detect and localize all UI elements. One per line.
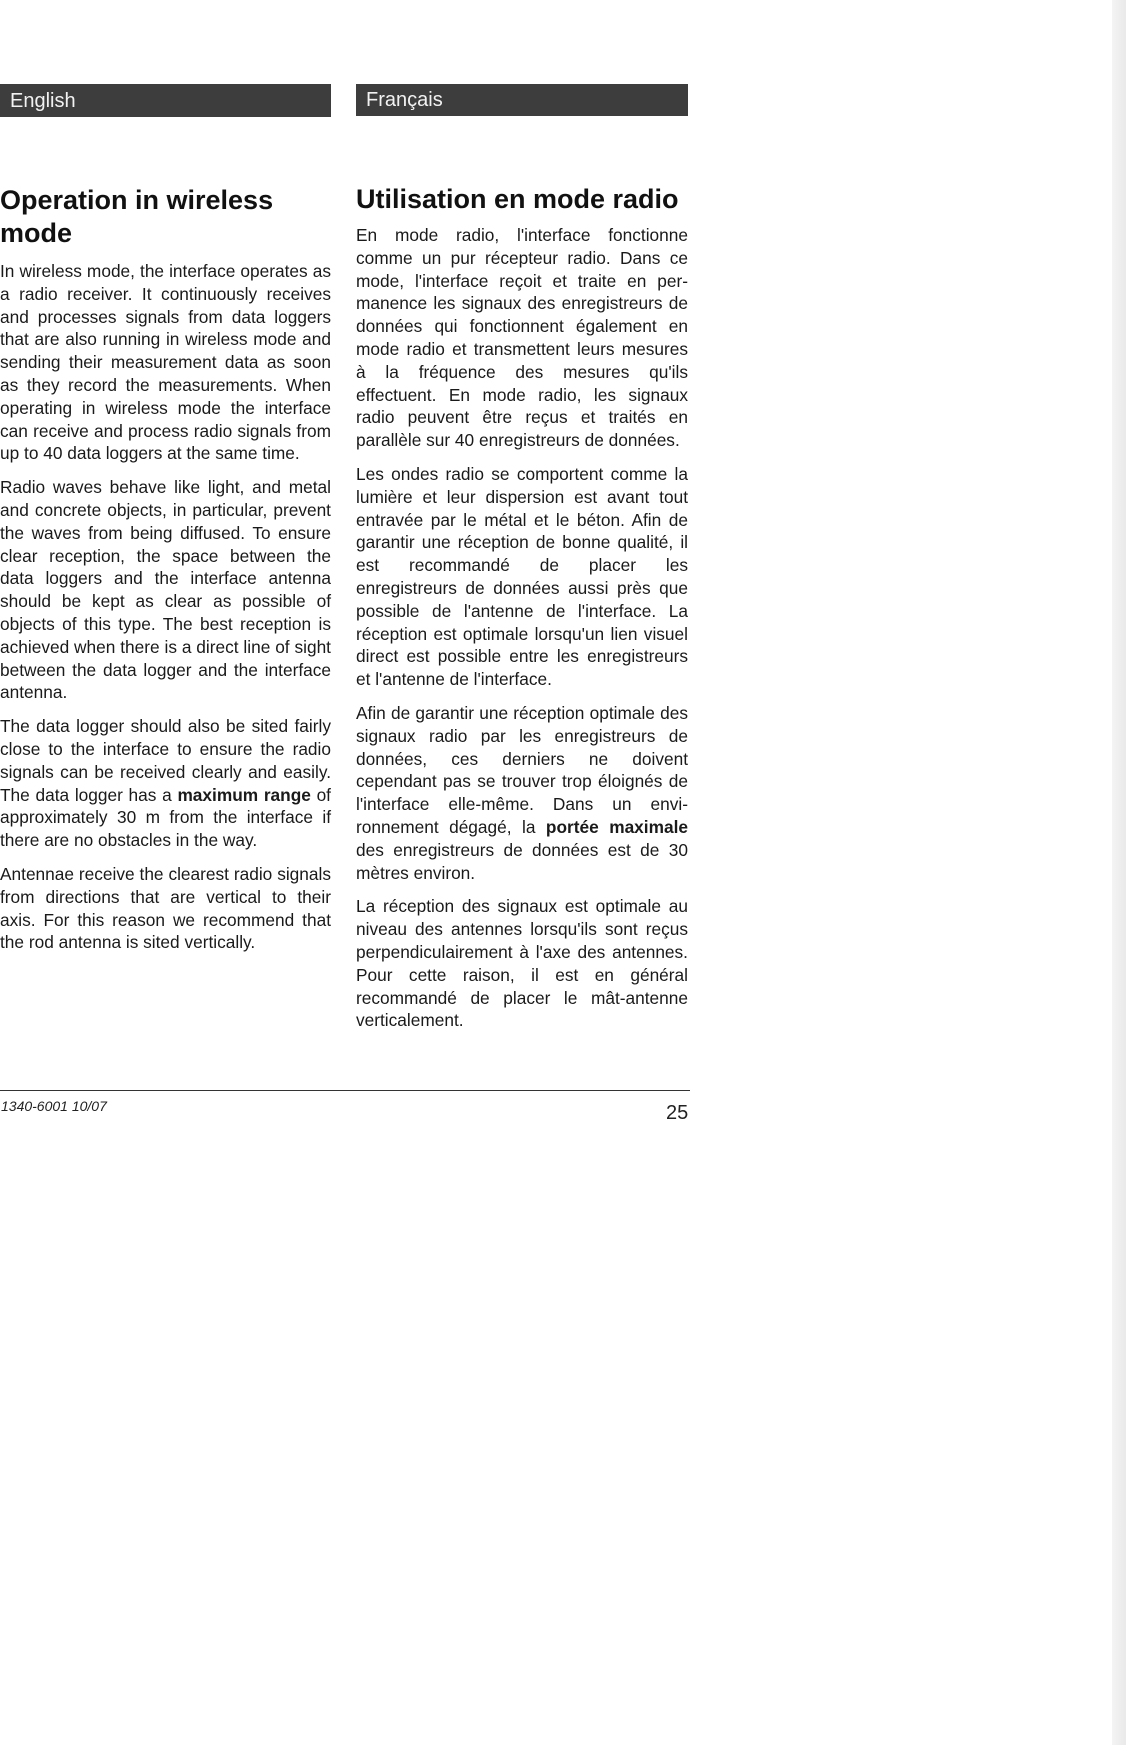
page-number: 25 bbox=[666, 1102, 689, 1124]
english-max-range-bold: maximum range bbox=[177, 784, 311, 805]
english-p3-text-before: The data logger should also be sited fairly close to the interface to ensure the radio signals can be received clearly and easily. The data logger has a bbox=[0, 716, 331, 805]
french-p3-text-before: Afin de garantir une réception optimale des signaux radio par les enregistreurs de données, ces derniers ne doivent cependant pas se trouver trop éloignés de l'interface elle-même. Dans un environnement dégagé, la bbox=[356, 702, 688, 837]
french-paragraph-4: La réception des signaux est optimale au niveau des antennes lorsqu'ils sont reçus perpendiculairement à l'axe des antennes. Pour cette raison, il est en général recommandé de placer le mât-antenne verticalement. bbox=[356, 896, 688, 1031]
french-section-title: Utilisation en mode radio bbox=[356, 184, 679, 214]
english-language-bar: English bbox=[0, 84, 331, 117]
page-edge-shadow bbox=[1112, 0, 1126, 1745]
english-paragraph-3 bbox=[0, 715, 331, 852]
french-column bbox=[356, 84, 688, 1043]
french-max-range-bold: portée maximale bbox=[545, 816, 688, 837]
english-paragraph-2: Radio waves behave like light, and metal and concrete objects, in particular, prevent the waves from being diffused. To ensure clear reception, the space between the data loggers and the interface antenna should be kept as clear as possible of objects of this type. The best reception is achieved when there is a direct line of sight between the data logger and the interface antenna. bbox=[0, 477, 331, 703]
english-column bbox=[0, 84, 331, 965]
french-p3-text-after: des enregistreurs de données est de 30 mètres environ. bbox=[356, 839, 688, 883]
english-paragraph-4: Antennae receive the clearest radio signals from directions that are vertical to their axis. For this reason we recommend that the rod antenna is sited vertically. bbox=[0, 863, 331, 953]
french-paragraph-2: Les ondes radio se comportent comme la lumière et leur dispersion est avant tout entravée par le métal et le béton. Afin de garantir une réception de bonne qualité, il est recommandé de placer les enregistreurs de données aussi près que possible de l'antenne de l'interface. La réception est optimale lorsqu'un lien visuel direct est possible entre les enregistreurs et l'antenne de l'interface. bbox=[356, 463, 688, 690]
french-paragraph-1: En mode radio, l'interface fonctionne comme un pur récepteur radio. Dans ce mode, l'interface reçoit et traite en permanence les signaux des enregistreurs de données qui fonctionnent également en mode radio et transmettent leurs mesures à la fréquence des mesures qu'ils effectuent. En mode radio, les signaux radio peuvent être reçus et traités en parallèle sur 40 enregistreurs de données. bbox=[356, 225, 688, 451]
document-code: 1340-6001 10/07 bbox=[1, 1098, 107, 1114]
french-paragraph-3 bbox=[356, 702, 688, 884]
english-section-title: Operation in wireless mode bbox=[0, 185, 274, 248]
french-language-bar: Français bbox=[356, 84, 688, 116]
english-p3-text-after: of approximately 30 m from the interface if there are no obstacles in the way. bbox=[0, 784, 331, 851]
english-paragraph-1: In wireless mode, the interface operates as a radio receiver. It continuously receives and processes signals from data loggers that are also running in wireless mode and sending their measurement data as soon as they record the measurements. When operating in wireless mode the interface can receive and process radio signals from up to 40 data loggers at the same time. bbox=[0, 261, 331, 464]
footer-divider bbox=[0, 1090, 690, 1091]
